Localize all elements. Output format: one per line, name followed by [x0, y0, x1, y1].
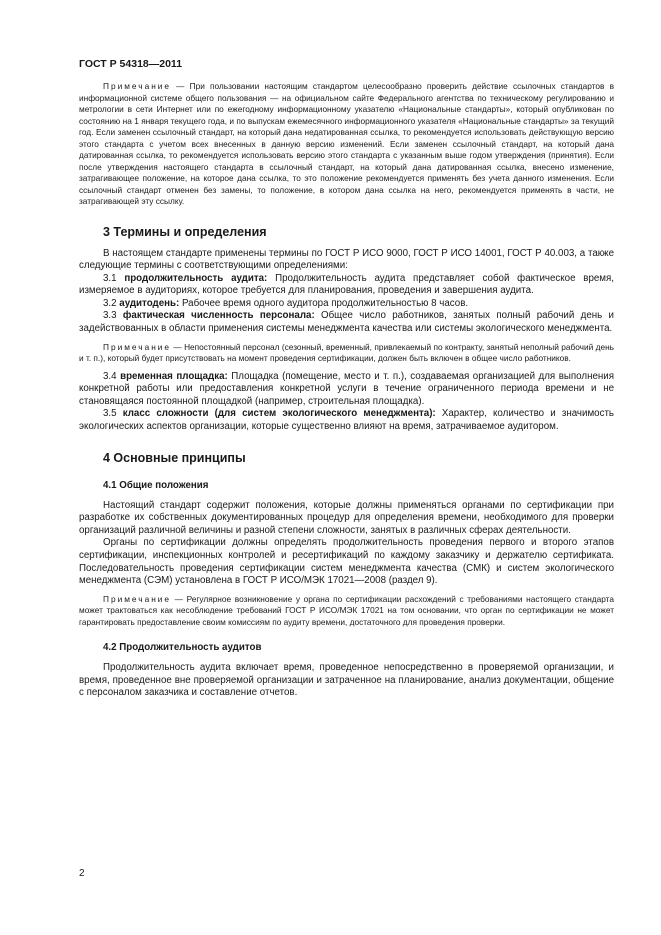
- section-4-2-title: 4.2 Продолжительность аудитов: [103, 642, 262, 654]
- term-3-3: [79, 310, 614, 335]
- section-3-intro: В настоящем стандарте применены термины по ГОСТ Р ИСО 9000, ГОСТ Р ИСО 14001, ГОСТ Р 40.003, а также следующие термины с соответствующими определениями:: [79, 247, 614, 272]
- term-name: временная площадка:: [120, 370, 228, 382]
- term-definition: Продолжительность аудита представляет собой фактическое время, измеряемое в аудиториях, которое требуется для планирования, проведения и завершения аудита.: [79, 272, 614, 297]
- term-name: продолжительность аудита:: [124, 272, 268, 284]
- note-references: [79, 81, 614, 208]
- note-text: — Непостоянный персонал (сезонный, временный, привлекаемый по контракту, занятый неполный рабочий день и т. п.), который будет присутствовать на момент проведения сертификации, должен быть включен в общее число работников.: [79, 341, 614, 364]
- term-definition: Рабочее время одного аудитора продолжительностью 8 часов.: [179, 297, 469, 309]
- term-3-2: [79, 298, 614, 311]
- note-personnel: [79, 342, 614, 365]
- term-definition: Общее число работников, занятых полный рабочий день и задействованных в области применения системы менеджмента качества или системы экологического менеджмента.: [79, 310, 614, 335]
- section-4-title: 4 Основные принципы: [103, 450, 246, 465]
- section-4-1-para-1: Настоящий стандарт содержит положения, которые должны применяться органами по сертификации при разработке их собственных документированных процедур для определения времени, необходимого для проверки организаций различной величины и разной степени сложности, занятых в различных сферах деятельности.: [79, 499, 614, 536]
- section-4-2-para-1: Продолжительность аудита включает время, проведенное непосредственно в проверяемой организации, и время, проведенное вне проверяемой организации и затраченное на планирование, анализ документации, общение с персоналом заказчика и составление отчетов.: [79, 662, 614, 699]
- term-3-5: [79, 408, 614, 433]
- note-text: — Регулярное возникновение у органа по сертификации расхождений с требованиями настоящего стандарта может трактоваться как несоблюдение требований ГОСТ Р ИСО/МЭК 17021 на том основании, что орган по сертификации не может гарантировать предоставление своим комиссиям по аудиту времени, достаточного для проведения проверки.: [79, 593, 614, 627]
- note-label: Примечание: [103, 81, 172, 91]
- note-label: Примечание: [103, 341, 172, 352]
- page-number: 2: [79, 868, 85, 879]
- term-number: 3.1: [103, 272, 125, 284]
- section-3-title: 3 Термины и определения: [103, 224, 267, 239]
- term-name: аудитодень:: [119, 297, 180, 309]
- section-4-1-title: 4.1 Общие положения: [103, 479, 209, 491]
- term-name: класс сложности (для систем экологического менеджмента):: [122, 408, 436, 420]
- term-3-1: [79, 273, 614, 298]
- term-number: 3.3: [103, 310, 123, 322]
- term-number: 3.4: [103, 370, 121, 382]
- note-discrepancies: [79, 594, 614, 629]
- section-4-1-para-2: Органы по сертификации должны определять продолжительность проведения первого и второго этапов сертификации, инспекционных контролей и ресертификаций по каждому заказчику и держателю сертификата. Последовательность проведения сертификации систем менеджмента качества (СМК) и систем экологического менеджмента (СЭМ) установлена в ГОСТ Р ИСО/МЭК 17021—2008 (раздел 9).: [79, 537, 614, 587]
- term-definition: Площадка (помещение, место и т. п.), создаваемая организацией для выполнения конкретной работы или предоставления конкретной услуги в течение ограниченного периода времени и не становящаяся постоянной площадкой (например, строительная площадка).: [79, 370, 614, 407]
- page-content: [79, 81, 614, 700]
- term-definition: Характер, количество и значимость экологических аспектов организации, которые существенно влияют на время, затрачиваемое аудитором.: [79, 408, 614, 433]
- term-name: фактическая численность персонала:: [122, 310, 315, 322]
- note-text: — При пользовании настоящим стандартом целесообразно проверить действие ссылочных стандартов в информационной системе общего пользования — на официальном сайте Федерального агентства по техническому регулированию и метрологии в сети Интернет или по ежегодному информационному указателю «Национальные стандарты», который опубликован по состоянию на 1 января текущего года, и по выпускам ежемесячного информационного указателя «Национальные стандарты» за текущий год. Если заменен ссылочный стандарт, на который дана недатированная ссылка, то рекомендуется использовать действующую версию этого стандарта с учетом всех внесенных в данную версию изменений. Если заменен ссылочный стандарт, на который дана датированная ссылка, то рекомендуется использовать версию этого стандарта с указанным выше годом утверждения (принятия). Если после утверждения настоящего стандарта в ссылочный стандарт, на который дана датированная ссылка, внесено изменение, затрагивающее положение, на которое дана ссылка, то это положение рекомендуется применять без учета данного изменения. Если ссылочный стандарт отменен без замены, то положение, в котором дана ссылка на него, рекомендуется применять в части, не затрагивающей эту ссылку.: [79, 81, 614, 206]
- term-3-4: [79, 371, 614, 409]
- note-label: Примечание: [103, 593, 172, 604]
- term-number: 3.2: [103, 297, 120, 309]
- term-number: 3.5: [103, 408, 123, 420]
- document-header: ГОСТ Р 54318—2011: [79, 58, 183, 70]
